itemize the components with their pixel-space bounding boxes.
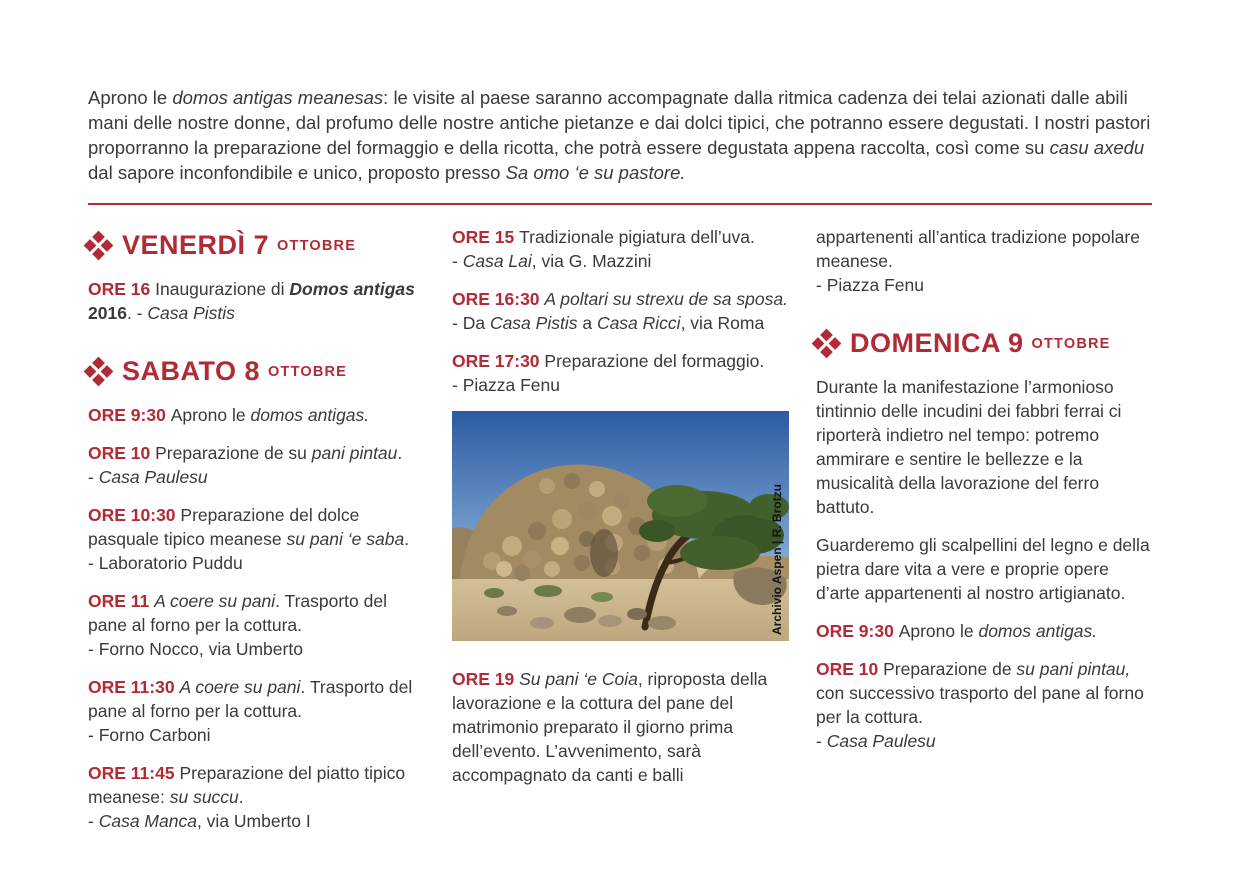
text-run: - Forno Nocco, via Umberto [88,639,303,659]
text-run: Casa Pistis [489,313,578,333]
text-run: domos antigas. [250,405,370,425]
text-run: - Piazza Fenu [816,275,924,295]
paragraph [816,533,1153,605]
diamond-icon [812,328,842,358]
text-run: a [577,313,597,333]
text-run: - Piazza Fenu [452,375,560,395]
month-label: OTTOBRE [268,364,348,380]
diamond-icon [84,356,114,386]
text-run: su pani ‘e saba [286,529,405,549]
text-run: Casa Paulesu [98,467,208,487]
text-run: Preparazione de [883,659,1017,679]
day-label: DOMENICA 9 [850,328,1024,358]
event-item [88,441,425,489]
text-run: Domos antigas [289,279,415,299]
day-heading [88,355,425,387]
text-run: - [88,811,99,831]
divider-rule [88,203,1152,205]
event-item [88,675,425,747]
text-run: Casa Lai [462,251,532,271]
event-item [816,619,1153,643]
event-item [816,657,1153,753]
text-run: - Laboratorio Puddu [88,553,243,573]
text-run: - [452,251,463,271]
columns [88,225,1152,847]
text-run: 2016 [88,303,127,323]
text-run: Casa Paulesu [826,731,936,751]
text-run: Preparazione del dolce pasquale tipico meanese [88,505,360,549]
text-run: . [404,529,410,549]
text-run: A coere su pani [154,591,276,611]
text-run: . Trasporto del pane al forno per la cottura. [88,677,413,721]
event-time: ORE 9:30 [816,621,899,641]
photo-credit: Archivio Aspen | R. Brotzu [770,484,784,635]
text-run: Casa Pistis [147,303,235,323]
text-run: A poltari su strexu de sa sposa. [544,289,788,309]
event-item [88,761,425,833]
text-run: , riproposta della lavorazione e la cottura del pane del matrimonio preparato il giorno prima dell’evento. L’avvenimento, sarà accompagnato da canti e balli [452,669,768,785]
event-time: ORE 10 [816,659,884,679]
paragraph [816,225,1153,297]
text-run: Casa Manca [98,811,197,831]
event-time: ORE 11:30 [88,677,180,697]
event-time: ORE 9:30 [88,405,171,425]
text-run: appartenenti all’antica tradizione popolare meanese. [816,227,1140,271]
paragraph [816,375,1153,519]
event-item [88,589,425,661]
event-time: ORE 10:30 [88,505,181,525]
text-run: con successivo trasporto del pane al forno per la cottura. [816,683,1144,727]
column-domenica [816,225,1153,847]
text-run: dal sapore inconfondibile e unico, proposto presso [88,162,506,183]
event-item [88,403,425,427]
text-run: Su pani ‘e Coia [519,669,638,689]
event-item [88,503,425,575]
text-run: Guarderemo gli scalpellini del legno e della pietra dare vita a vere e proprie opere d’arte appartenenti al nostro artigianato. [816,535,1150,603]
event-time: ORE 11 [88,591,155,611]
text-run: Durante la manifestazione l’armonioso tintinnio delle incudini dei fabbri ferrai ci riporterà indietro nel tempo: potremo ammirare e sentire le bellezze e la musicalità della lavorazione del ferro battuto. [816,377,1122,517]
text-run: , via Umberto I [196,811,311,831]
text-run: pani pintau [311,443,398,463]
text-run: Preparazione de su [155,443,312,463]
event-time: ORE 17:30 [452,351,545,371]
text-run: Aprono le [898,621,979,641]
text-run: . - [126,303,148,323]
day-heading [88,229,425,261]
text-run: Inaugurazione di [155,279,290,299]
text-run: A coere su pani [179,677,301,697]
text-run: domos antigas. [978,621,1098,641]
day-label: SABATO 8 [122,356,261,386]
month-label: OTTOBRE [1031,336,1111,352]
page-content [88,85,1152,847]
text-run: . [238,787,244,807]
text-run: Tradizionale pigiatura dell’uva. [519,227,755,247]
text-run: Casa Ricci [596,313,681,333]
text-run: Aprono le [170,405,251,425]
column-sabato-pomeriggio [452,225,789,847]
event-time: ORE 16:30 [452,289,545,309]
column-venerdi-sabato-mattina [88,225,425,847]
event-time: ORE 16 [88,279,156,299]
text-run: - [88,467,99,487]
day-label: VENERDÌ 7 [122,230,270,260]
event-time: ORE 15 [452,227,520,247]
text-run: - Da [452,313,490,333]
text-run: , via G. Mazzini [531,251,652,271]
event-item [452,225,789,273]
event-time: ORE 10 [88,443,156,463]
text-run: Sa omo ‘e su pastore. [505,162,686,183]
text-run: - Forno Carboni [88,725,211,745]
event-item [452,349,789,397]
day-heading [816,327,1153,359]
month-label: OTTOBRE [277,238,357,254]
text-run: Aprono le [88,87,173,108]
text-run: su pani pintau, [1016,659,1131,679]
text-run: - [816,731,827,751]
event-item [88,277,425,325]
diamond-icon [84,230,114,260]
text-run: Preparazione del formaggio. [544,351,765,371]
text-run: . [397,443,403,463]
text-run: , via Roma [680,313,765,333]
photo-nuraghe [452,411,789,641]
text-run: domos antigas meanesas [172,87,384,108]
event-item [452,287,789,335]
text-run: : le visite al paese saranno accompagnate dalla ritmica cadenza dei telai azionati dalle abili mani delle nostre donne, dal profumo delle nostre antiche pietanze e dai dolci tipici, che potranno essere degustati. I nostri pastori proporranno la preparazione del formaggio e della ricotta, che potrà essere degustata appena raccolta, così come su [88,87,1151,158]
intro-paragraph [88,85,1152,185]
text-run: . Trasporto del pane al forno per la cottura. [88,591,387,635]
event-item [452,667,789,787]
event-time: ORE 11:45 [88,763,180,783]
text-run: Preparazione del piatto tipico meanese: [88,763,406,807]
text-run: casu axedu [1049,137,1145,158]
event-time: ORE 19 [452,669,520,689]
text-run: su succu [169,787,239,807]
